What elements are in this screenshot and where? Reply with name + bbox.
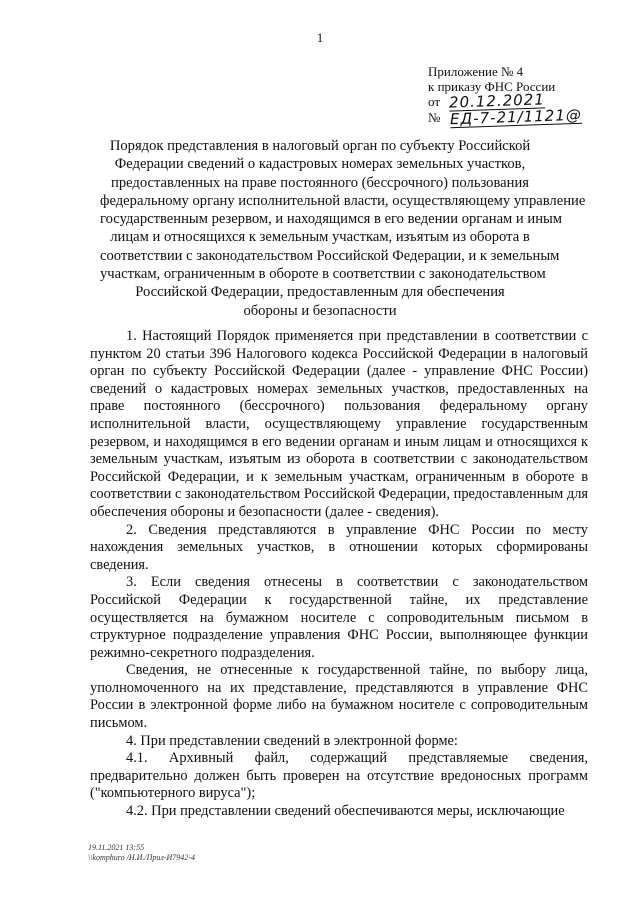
title-line: государственным резервом, и находящимся в его ведении органам и иным	[100, 211, 563, 228]
title-line: Российской Федерации, предоставленным для обеспечения	[135, 284, 505, 301]
footer-timestamp: 19.11.2021 13:55	[88, 843, 145, 852]
appendix-block	[428, 64, 618, 129]
paragraph-3-cont: Сведения, не отнесенные к государственной тайне, по выбору лица, уполномоченного на их представление, представляются в управление ФНС России в электронной форме либо на бумажном носителе с сопроводительным письмом.	[90, 662, 588, 732]
paragraph-4: 4. При представлении сведений в электронной форме:	[126, 732, 458, 749]
title-line: участкам, ограниченным в обороте в соответствии с законодательством	[100, 266, 546, 283]
title-line: федеральному органу исполнительной власти, осуществляющему управление	[100, 192, 586, 209]
appendix-number	[428, 105, 618, 129]
title-line: лицам и относящихся к земельным участкам, изъятым из оборота в	[110, 229, 530, 246]
title-line: Порядок представления в налоговый орган по субъекту Российской	[109, 138, 531, 154]
paragraph-3: 3. Если сведения отнесены в соответствии с законодательством Российской Федерации к государственной тайне, их представление осуществляется на бумажном носителе с сопроводительным письмом в структурное подразделение управления ФНС России, выполняющее функции режимно-секретного подразделения.	[90, 574, 588, 661]
footer	[88, 843, 195, 863]
page-number: 1	[316, 30, 324, 45]
handwritten-number: ЕД-7-21/1121@	[449, 105, 582, 129]
paragraph-1: 1. Настоящий Порядок применяется при представлении в соответствии с пунктом 20 статьи 396 Налогового кодекса Российской Федерации в налоговый орган по субъекту Российской Федерации (далее - управление ФНС России) сведений о кадастровых номерах земельных участков, предоставленных на праве постоянного (бессрочного) пользования федеральному органу исполнительной власти, осуществляющему управление государственным резервом, и находящимся в его ведении органам и иным лицам и относящихся к земельным участкам, изъятым из оборота в соответствии с законодательством Российской Федерации, и к земельным участкам, ограниченным в обороте в соответствии с законодательством Российской Федерации, предоставленным для обеспечения обороны и безопасности (далее - сведения).	[90, 328, 588, 520]
title-line: обороны и безопасности	[243, 302, 397, 319]
title-line: предоставленных на праве постоянного (бессрочного) пользования	[111, 174, 529, 191]
paragraph-2: 2. Сведения представляются в управление ФНС России по месту нахождения земельных участков, в отношении которых сформированы сведения.	[90, 521, 588, 573]
paragraph-4-1: 4.1. Архивный файл, содержащий представляемые сведения, предварительно должен быть проверен на отсутствие вредоносных программ ("компьютерного вируса");	[90, 750, 588, 802]
paragraph-4-2: 4.2. При представлении сведений обеспечиваются меры, исключающие	[126, 803, 565, 820]
appendix-order-ref: к приказу ФНС России	[428, 79, 556, 94]
appendix-title: Приложение № 4	[428, 64, 524, 79]
title-line: соответствии с законодательством Российской Федерации, и к земельным	[100, 247, 560, 264]
footer-file-info: \\komphuro /Н.И./Прил-И7942-4	[88, 853, 195, 862]
title-line: Федерации сведений о кадастровых номерах земельных участков,	[114, 156, 526, 173]
handwritten-date: 20.12.2021	[448, 90, 546, 112]
number-prefix: №	[428, 110, 441, 125]
document-title	[100, 137, 586, 320]
date-prefix: от	[428, 94, 441, 109]
document-body	[90, 328, 588, 821]
